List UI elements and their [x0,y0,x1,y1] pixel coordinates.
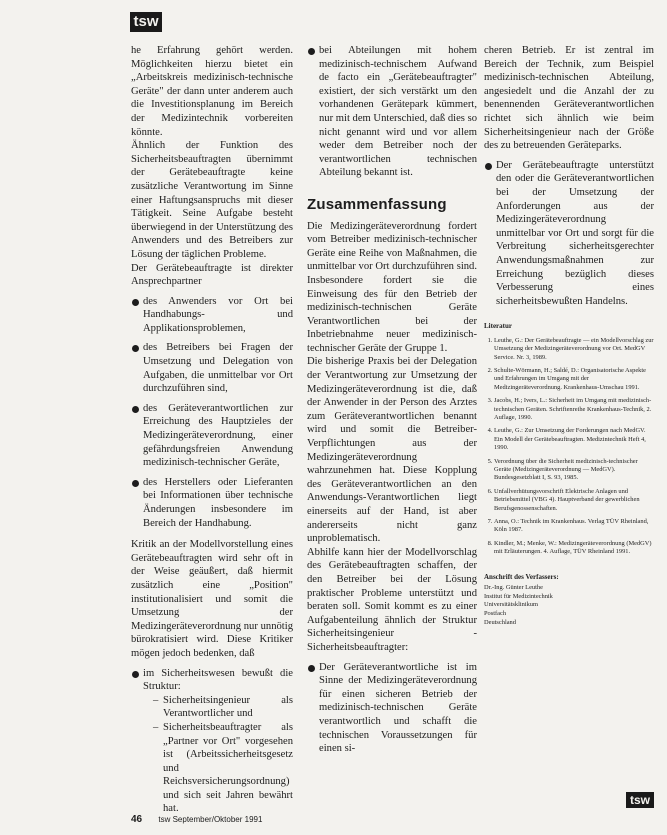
dash-item: – Sicherheitsingenieur als Verantwortlicher und [153,694,293,721]
paragraph: Die Medizingeräteverordnung fordert vom Betreiber medizinisch-technischer Geräte eine Reihe von Maßnahmen, die unmittelbar vor Ort durchzuführen sind. Insbesondere fordert sie die Einweisung des für den Betrieb der medizinisch-technischen Geräte Verantwortlichen bei der Inbetriebnahme neuer medizinisch-technischer Geräte der Gruppe 1. [307,220,477,354]
reference-item: 2. Schulte-Wörmann, H.; Saldé, D.: Organisatorische Aspekte und Erfahrungen im Umgang mit der Medizingeräteverordnung. Krankenhaus-Umschau 1991. [494,367,654,392]
column-2 [307,44,477,764]
address-line: Deutschland [484,618,516,626]
list-item: des Anwenders vor Ort bei Handhabungs- und Applikationsproblemen, [131,295,293,336]
reference-item: 6. Unfallverhütungsvorschrift Elektrische Anlagen und Betriebsmittel (VBG 4). Hauptverband der gewerblichen Berufsgenossenschaften. [494,488,654,513]
column-1 [131,44,293,824]
address-line: Dr.-Ing. Günter Leuthe [484,584,543,592]
reference-item: 3. Jacobs, H.; Ivers, L.: Sicherheit im Umgang mit medizinisch-technischen Geräten. Schriftenreihe Krankenhaus-Technik, 2. Auflage, 1990. [494,397,654,422]
column-3 [484,44,654,627]
paragraph: Die bisherige Praxis bei der Delegation der Verantwortung zur Umsetzung der Medizingeräteverordnung ist die, daß der Anwender in der Person des Arztes zum Geräteverantwortlichen benannt wird und somit die Betreiber-Verpflichtungen aus der Medizingeräteverordnung wahrzunehmen hat. Diese Kopplung des Geräteverantwortlichen an den Anwendungs-Verantwortlichen liegt einerseits auf der Hand, ist aber andererseits nicht ganz unproblematisch. [307,356,477,545]
bullet-list [131,667,293,817]
list-item-text: im Sicherheitswesen bewußt die Struktur: [143,667,293,693]
references [484,322,654,627]
reference-item: 5. Verordnung über die Sicherheit medizinisch-technischer Geräte (Medizingeräteverordnung — MedGV). Bundesgesetzblatt I, S. 93, 1985. [494,458,654,483]
address-line: Postfach [484,610,507,617]
list-item: des Betreibers bei Fragen der Umsetzung und Delegation von Aufgaben, die unmittelbar vor Ort durchzuführen sind, [131,341,293,395]
reference-item: 7. Anna, O.: Technik im Krankenhaus. Verlag TÜV Rheinland, Köln 1987. [494,518,654,535]
references-heading: Literatur [484,322,512,331]
address-heading: Anschrift des Verfassers: [484,572,559,581]
page-footer [131,814,262,825]
page-number: 46 [131,814,143,825]
list-item: Der Geräteverantwortliche ist im Sinne der Medizingeräteverordnung für einen sicheren Betrieb der medizinisch-technischen Geräte verantwortlich und schafft die technischen Voraussetzungen für einen si- [307,661,477,756]
journal-logo: tsw [130,12,162,32]
list-item: des Geräteverantwortlichen zur Erreichung des Hauptzieles der Medizingeräteverordnung, einer gefährdungsfreien Anwendung medizinisch-technischer Geräte, [131,402,293,470]
dash-list [143,694,293,816]
bullet-list [307,661,477,756]
reference-item: 8. Kindler, M.; Menke, W.: Medizingeräteverordnung (MedGV) mit Erläuterungen. 4. Auflage, TÜV Rheinland 1991. [494,540,654,557]
paragraph: he Erfahrung gehört werden. Möglichkeiten hierzu bietet ein „Arbeitskreis medizinisch-technische Geräte" der dann unter anderem auch die Investitionsplanung im Bereich der Medizintechnik vorbereiten könnte. [131,45,293,138]
journal-logo-small: tsw [626,792,654,808]
paragraph: Ähnlich der Funktion des Sicherheitsbeauftragten übernimmt der Gerätebeauftragte keine zusätzliche Verantwortung im Sinne einer Haftungsanspruchs mit dieser Tätigkeit. Seine Aufgabe besteht überwiegend in der Unterstützung des Anwenders und des Betreibers zur Lösung der täglichen Probleme. [131,140,293,260]
address-line: Institut für Medizintechnik [484,592,553,600]
paragraph: Kritik an der Modellvorstellung eines Gerätebeauftragten wird sehr oft in der Weise geäußert, daß hiermit zusätzlich eine „Position" institutionalisiert und somit die Umsetzung der Medizingeräteverordnung nur unnötig bürokratisiert wird. Diese Kritiker mögen jedoch bedenken, daß [131,539,293,659]
paragraph: Der Gerätebeauftragte ist direkter Ansprechpartner [131,262,293,288]
list-item: bei Abteilungen mit hohem medizinisch-technischem Aufwand de facto ein „Gerätebeauftragter" existiert, der sich verstärkt um den vorhandenen Gerätepark kümmert, nur mit dem Unterschied, daß dies so nicht genannt wird und vor allem weder dem Betreiber noch der verantwortlichen technischen Abteilung bekannt ist. [307,44,477,180]
dash-item: – Sicherheitsbeauftragter als „Partner vor Ort" vorgesehen ist (Arbeitssicherheitsgesetz und Reichsversicherungsordnung) und sich seit Jahren bewährt hat. [153,721,293,816]
reference-item: 1. Leuthe, G.: Der Gerätebeauftragte — ein Modellvorschlag zur Umsetzung der Medizingeräteverordnung vor Ort. MedGV Service. Nr. 3, 1989. [494,337,654,362]
journal-issue: tsw September/Oktober 1991 [158,815,263,824]
bullet-list [484,159,654,309]
bullet-list [307,44,477,180]
author-address [484,573,654,628]
list-item [131,667,293,817]
paragraph: Abhilfe kann hier der Modellvorschlag des Gerätebeauftragten schaffen, der den Betreiber bei der Lösung praktischer Probleme unterstützt und beraten soll. Somit kommt es zu einer Aufgabenteilung ähnlich der Struktur Sicherheitsingenieur - Sicherheitsbeauftragter: [307,546,477,653]
address-line: Universitätsklinikum [484,601,538,609]
section-heading: Zusammenfassung [307,195,447,213]
reference-item: 4. Leuthe, G.: Zur Umsetzung der Forderungen nach MedGV. Ein Modell der Gerätebeauftragten. Medizintechnik Heft 4, 1990. [494,427,654,452]
reference-list [484,337,654,557]
paragraph: cheren Betrieb. Er ist zentral im Bereich der Technik, zum Beispiel medizinisch-technischen Abteilung, angesiedelt und die Anzahl der zu benennenden Geräteverantwortlichen richtet sich ähnlich wie beim Sicherheitsingenieur nach der Größe des zu betreuenden Geräteparks. [484,45,654,152]
bullet-list [131,295,293,531]
list-item: des Herstellers oder Lieferanten bei Informationen über technische Änderungen insbesondere im Bereich der Handhabung. [131,476,293,530]
list-item: Der Gerätebeauftragte unterstützt den oder die Geräteverantwortlichen bei der Umsetzung der Anforderungen aus der Medizingeräteverordnung unmittelbar vor Ort und sorgt für die Verbreitung sicherheitsgerechter Anwendungsmaßnahmen zur Erreichung bezüglich dieses Verbesserung eines sicherheitsbewußten Handelns. [484,159,654,309]
